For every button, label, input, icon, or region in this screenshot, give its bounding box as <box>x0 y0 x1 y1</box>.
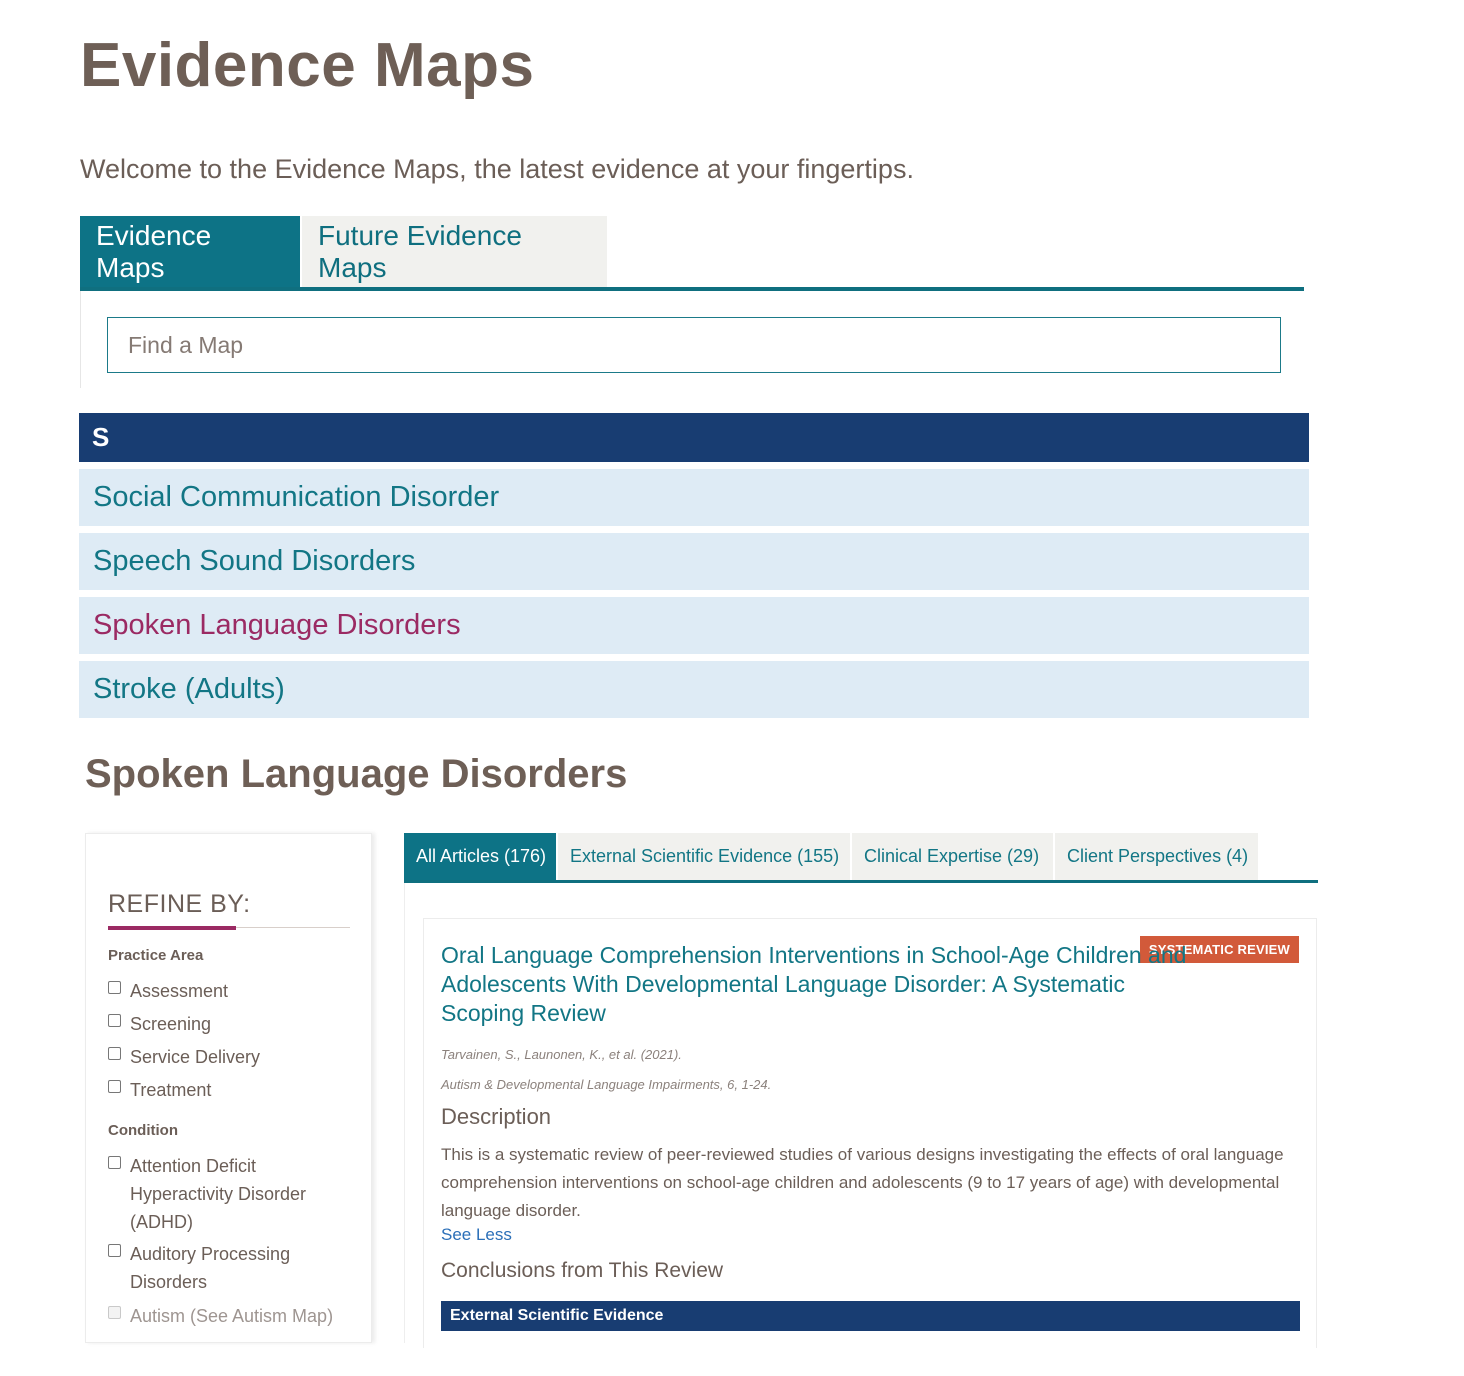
filter-label: Screening <box>130 1014 212 1034</box>
refine-divider-accent <box>108 926 236 930</box>
map-item-social-communication-disorder[interactable]: Social Communication Disorder <box>79 469 1309 526</box>
checkbox[interactable] <box>108 1244 121 1257</box>
tab-evidence-maps[interactable]: Evidence Maps <box>80 216 300 287</box>
checkbox[interactable] <box>108 1156 121 1169</box>
article-title-link[interactable]: Oral Language Comprehension Interventions in School-Age Children and Adolescents With Developmental Language Disorder: A Systematic Scoping Review <box>441 942 1187 1026</box>
filter-label: Assessment <box>130 981 229 1001</box>
filter-adhd[interactable] <box>108 1152 323 1236</box>
filter-assessment[interactable] <box>108 977 358 1005</box>
group-label-condition: Condition <box>108 1122 178 1139</box>
map-list <box>79 469 1309 725</box>
filter-label: Treatment <box>130 1080 212 1100</box>
results-panel <box>404 883 1318 1343</box>
checkbox-disabled <box>108 1306 121 1319</box>
article-tabs <box>404 833 1318 883</box>
filter-label: Auditory Processing Disorders <box>130 1244 291 1292</box>
filter-label: Autism (See Autism Map) <box>130 1306 334 1326</box>
checkbox[interactable] <box>108 1080 121 1093</box>
tab-future-evidence-maps[interactable]: Future Evidence Maps <box>302 216 607 287</box>
welcome-text: Welcome to the Evidence Maps, the latest evidence at your fingertips. <box>80 154 914 184</box>
external-scientific-evidence-bar: External Scientific Evidence <box>441 1301 1300 1331</box>
map-item-stroke-adults[interactable]: Stroke (Adults) <box>79 661 1309 718</box>
filter-autism <box>108 1302 358 1330</box>
systematic-review-badge: SYSTEMATIC REVIEW <box>1140 936 1299 963</box>
checkbox[interactable] <box>108 981 121 994</box>
checkbox[interactable] <box>108 1014 121 1027</box>
map-item-speech-sound-disorders[interactable]: Speech Sound Disorders <box>79 533 1309 590</box>
tab-client-perspectives[interactable]: Client Perspectives (4) <box>1055 833 1258 880</box>
page-title: Evidence Maps <box>80 31 535 100</box>
description-text: This is a systematic review of peer-reviewed studies of various designs investigating the effects of oral language comprehension interventions on school-age children and adolescents (9 to 17 years of age) with developmental language disorder. <box>441 1145 1284 1220</box>
section-title: Spoken Language Disorders <box>85 752 628 796</box>
tab-clinical-expertise[interactable]: Clinical Expertise (29) <box>852 833 1053 880</box>
article-card <box>423 918 1317 1348</box>
map-tabs <box>80 216 1304 291</box>
map-item-spoken-language-disorders[interactable]: Spoken Language Disorders <box>79 597 1309 654</box>
conclusions-heading: Conclusions from This Review <box>441 1259 724 1282</box>
filter-auditory-processing-disorders[interactable] <box>108 1240 323 1296</box>
search-panel <box>80 291 1304 388</box>
refine-sidebar <box>85 833 372 1343</box>
filter-label: Attention Deficit Hyperactivity Disorder (ADHD) <box>130 1156 307 1232</box>
refine-title: REFINE BY: <box>108 890 251 918</box>
letter-header: S <box>79 413 1309 462</box>
filter-label: Service Delivery <box>130 1047 261 1067</box>
filter-treatment[interactable] <box>108 1076 358 1104</box>
find-map-input[interactable] <box>107 317 1281 373</box>
description-heading: Description <box>441 1104 552 1129</box>
filter-service-delivery[interactable] <box>108 1043 358 1071</box>
checkbox[interactable] <box>108 1047 121 1060</box>
tab-external-scientific-evidence[interactable]: External Scientific Evidence (155) <box>558 833 850 880</box>
tab-all-articles[interactable]: All Articles (176) <box>404 833 556 880</box>
filter-screening[interactable] <box>108 1010 358 1038</box>
article-authors: Tarvainen, S., Launonen, K., et al. (2021). <box>441 1047 682 1062</box>
article-journal: Autism & Developmental Language Impairments, 6, 1-24. <box>441 1077 772 1092</box>
group-label-practice-area: Practice Area <box>108 947 204 964</box>
see-less-link[interactable]: See Less <box>441 1225 512 1244</box>
